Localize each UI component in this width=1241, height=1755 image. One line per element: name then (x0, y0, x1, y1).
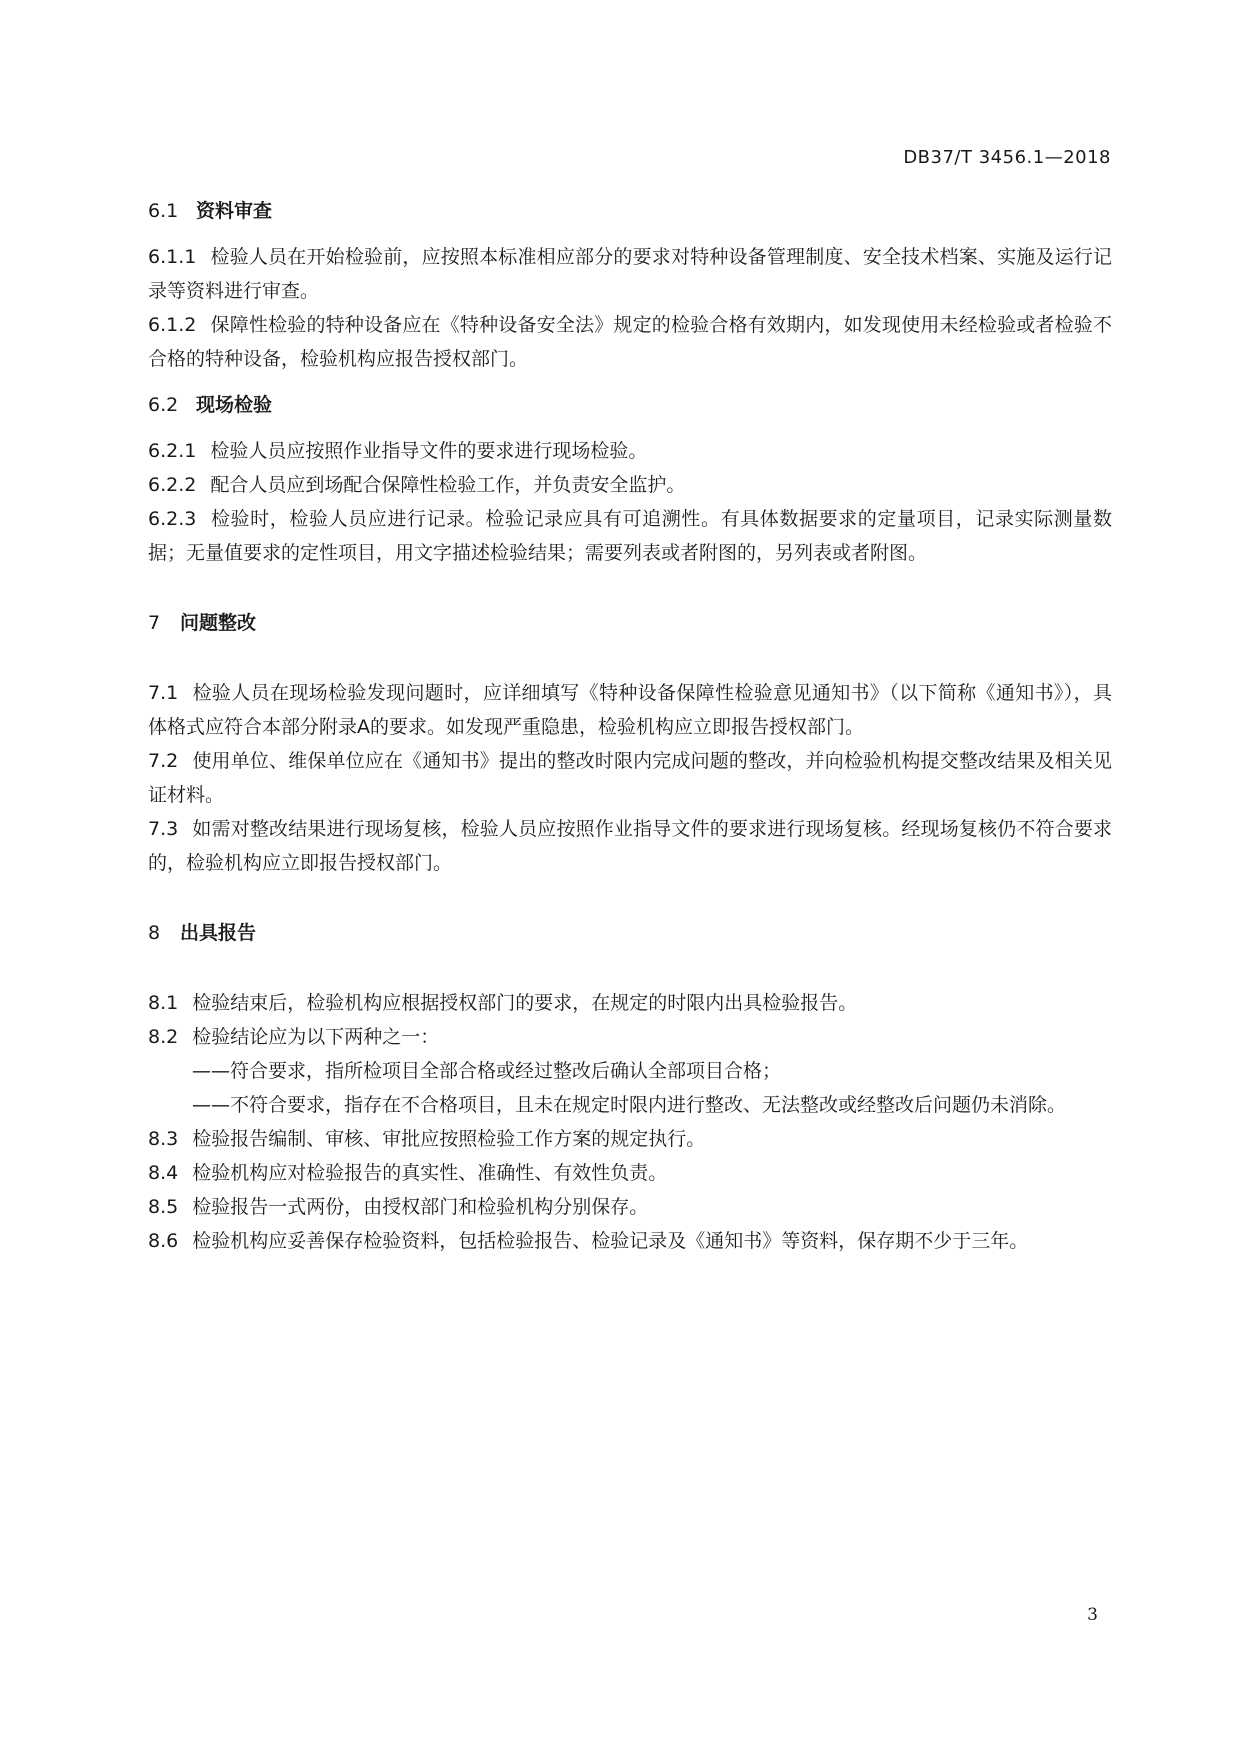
clause-number: 8.6 (148, 1230, 179, 1252)
clause-text: 检验结束后，检验机构应根据授权部门的要求，在规定的时限内出具检验报告。 (192, 992, 858, 1014)
section-heading-6-1 (148, 194, 1112, 228)
clause-number: 8.2 (148, 1026, 179, 1048)
page-number: 3 (1087, 1605, 1098, 1625)
clause-6-1-1 (148, 240, 1112, 308)
clause-text: 保障性检验的特种设备应在《特种设备安全法》规定的检验合格有效期内，如发现使用未经检验或者检验不合格的特种设备，检验机构应报告授权部门。 (148, 314, 1112, 370)
section-heading-7 (148, 606, 1112, 640)
section-number: 6.2 (148, 394, 179, 416)
clause-8-2 (148, 1020, 1112, 1054)
clause-text: 检验人员在开始检验前，应按照本标准相应部分的要求对特种设备管理制度、安全技术档案、实施及运行记录等资料进行审查。 (148, 246, 1112, 302)
clause-8-5 (148, 1190, 1112, 1224)
clause-8-1 (148, 986, 1112, 1020)
section-title: 问题整改 (180, 612, 257, 634)
section-number: 8 (148, 922, 161, 944)
clause-text: 检验报告一式两份，由授权部门和检验机构分别保存。 (192, 1196, 649, 1218)
clause-7-1 (148, 676, 1112, 744)
clause-text: 配合人员应到场配合保障性检验工作，并负责安全监护。 (210, 474, 686, 496)
clause-text: 检验报告编制、审核、审批应按照检验工作方案的规定执行。 (192, 1128, 706, 1150)
clause-text: 使用单位、维保单位应在《通知书》提出的整改时限内完成问题的整改，并向检验机构提交整改结果及相关见证材料。 (148, 750, 1112, 806)
clause-8-4 (148, 1156, 1112, 1190)
clause-text: 检验机构应妥善保存检验资料，包括检验报告、检验记录及《通知书》等资料，保存期不少于三年。 (192, 1230, 1029, 1252)
conclusion-item: ——符合要求，指所检项目全部合格或经过整改后确认全部项目合格； (192, 1060, 782, 1082)
clause-number: 6.2.2 (148, 474, 197, 496)
section-number: 7 (148, 612, 161, 634)
clause-text: 检验机构应对检验报告的真实性、准确性、有效性负责。 (192, 1162, 668, 1184)
clause-text: 检验人员应按照作业指导文件的要求进行现场检验。 (210, 440, 648, 462)
document-body (148, 194, 1112, 1258)
clause-number: 7.3 (148, 818, 179, 840)
clause-6-2-3 (148, 502, 1112, 570)
clause-6-2-1 (148, 434, 1112, 468)
clause-number: 8.3 (148, 1128, 179, 1150)
clause-8-6 (148, 1224, 1112, 1258)
clause-number: 6.2.1 (148, 440, 197, 462)
conclusion-item: ——不符合要求，指存在不合格项目，且未在规定时限内进行整改、无法整改或经整改后问题仍未消除。 (192, 1094, 1067, 1116)
section-title: 现场检验 (196, 394, 273, 416)
section-heading-8 (148, 916, 1112, 950)
section-number: 6.1 (148, 200, 179, 222)
clause-7-3 (148, 812, 1112, 880)
clause-number: 8.1 (148, 992, 179, 1014)
document-code: DB37/T 3456.1—2018 (903, 147, 1111, 168)
clause-6-1-2 (148, 308, 1112, 376)
clause-text: 检验时，检验人员应进行记录。检验记录应具有可追溯性。有具体数据要求的定量项目，记录实际测量数据；无量值要求的定性项目，用文字描述检验结果；需要列表或者附图的，另列表或者附图。 (148, 508, 1112, 564)
clause-number: 8.4 (148, 1162, 179, 1184)
clause-number: 7.1 (148, 682, 179, 704)
clause-number: 8.5 (148, 1196, 179, 1218)
clause-number: 6.1.1 (148, 246, 197, 268)
clause-number: 6.2.3 (148, 508, 197, 530)
section-title: 出具报告 (180, 922, 257, 944)
section-title: 资料审查 (196, 200, 273, 222)
section-heading-6-2 (148, 388, 1112, 422)
clause-text: 检验人员在现场检验发现问题时，应详细填写《特种设备保障性检验意见通知书》（以下简称《通知书》），具体格式应符合本部分附录A的要求。如发现严重隐患，检验机构应立即报告授权部门。 (148, 682, 1112, 738)
clause-6-2-2 (148, 468, 1112, 502)
clause-text: 检验结论应为以下两种之一： (192, 1026, 440, 1048)
clause-text: 如需对整改结果进行现场复核，检验人员应按照作业指导文件的要求进行现场复核。经现场复核仍不符合要求的，检验机构应立即报告授权部门。 (148, 818, 1112, 874)
clause-7-2 (148, 744, 1112, 812)
clause-8-3 (148, 1122, 1112, 1156)
clause-number: 7.2 (148, 750, 179, 772)
clause-number: 6.1.2 (148, 314, 197, 336)
